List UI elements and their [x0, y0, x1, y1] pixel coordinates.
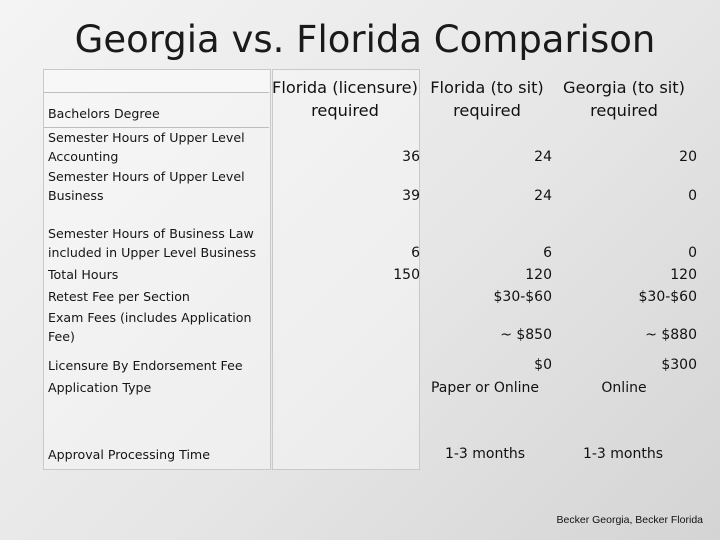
- page-title: Georgia vs. Florida Comparison: [74, 18, 656, 61]
- label-header-strip: [44, 70, 269, 92]
- label-retest-fee: Retest Fee per Section: [48, 289, 190, 304]
- header-florida-to-sit: Florida (to sit) required: [430, 78, 544, 120]
- value-ga-sit-endorsement-fee: $300: [661, 357, 697, 373]
- value-ga-sit-law-total-retest: 0 120 $30-$60: [638, 245, 697, 305]
- label-bachelors-degree: Bachelors Degree: [48, 106, 160, 121]
- header-georgia-to-sit: Georgia (to sit) required: [563, 78, 685, 120]
- value-fl-licensure-accounting: 36: [402, 149, 420, 165]
- label-upper-level-business: Semester Hours of Upper Level Business: [48, 169, 245, 203]
- value-ga-sit-exam-fees: ~ $880: [645, 327, 697, 343]
- value-fl-sit-business: 24: [534, 188, 552, 204]
- value-fl-sit-law-total-retest: 6 120 $30-$60: [493, 245, 552, 305]
- value-ga-sit-business: 0: [688, 188, 697, 204]
- value-fl-sit-accounting: 24: [534, 149, 552, 165]
- header-florida-licensure: Florida (licensure) required: [272, 78, 418, 120]
- label-exam-fees: Exam Fees (includes Application Fee): [48, 310, 252, 344]
- label-total-hours: Total Hours: [48, 267, 119, 282]
- value-ga-sit-approval-time: 1-3 months: [582, 446, 664, 462]
- label-application-type: Application Type: [48, 380, 152, 395]
- label-endorsement-fee: Licensure By Endorsement Fee: [48, 358, 243, 373]
- value-ga-sit-accounting: 20: [679, 149, 697, 165]
- value-fl-sit-approval-time: 1-3 months: [444, 446, 526, 462]
- label-approval-time: Approval Processing Time: [48, 447, 210, 462]
- label-upper-level-accounting: Semester Hours of Upper Level Accounting: [48, 130, 245, 164]
- value-fl-sit-endorsement-fee: $0: [534, 357, 552, 373]
- value-fl-sit-application-type: Paper or Online: [430, 380, 540, 396]
- value-fl-licensure-business: 39: [402, 188, 420, 204]
- value-fl-sit-exam-fees: ~ $850: [500, 327, 552, 343]
- value-fl-licensure-law-total: 6 150: [393, 245, 420, 283]
- row-divider: [44, 92, 269, 93]
- source-footer: Becker Georgia, Becker Florida: [556, 514, 703, 526]
- value-ga-sit-application-type: Online: [601, 380, 647, 396]
- label-business-law: Semester Hours of Business Law included in Upper Level Business: [48, 226, 257, 260]
